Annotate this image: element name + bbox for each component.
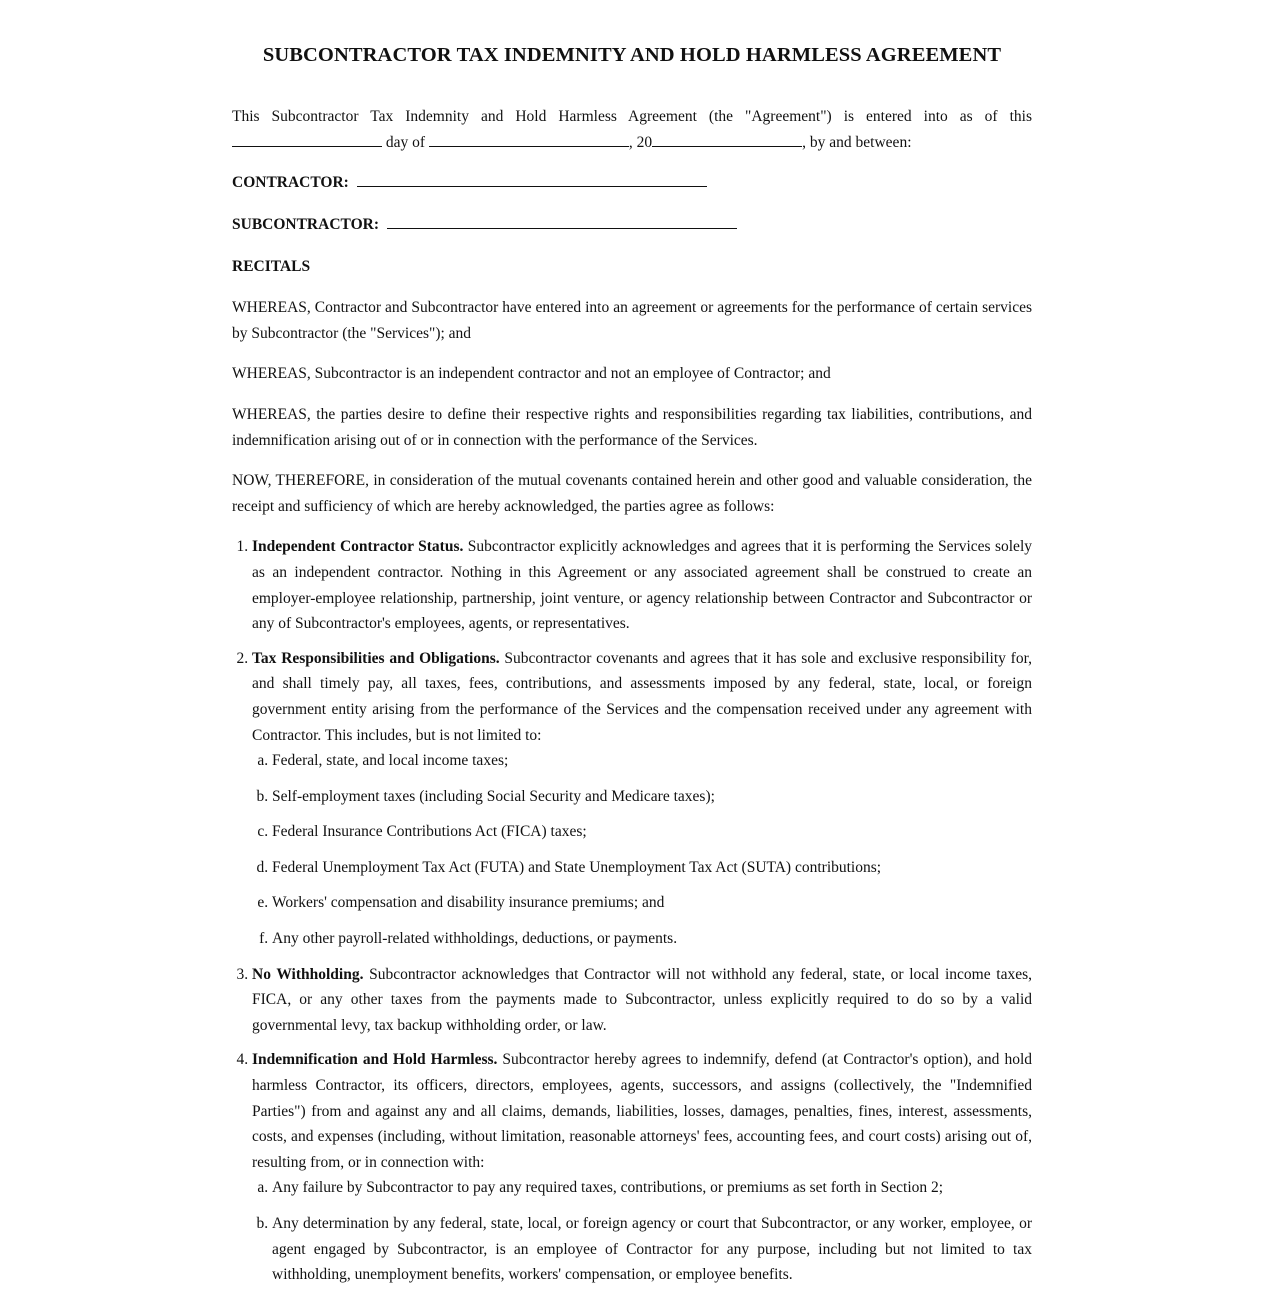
whereas-1: WHEREAS, Contractor and Subcontractor have entered into an agreement or agreements for the performance of certain services by Subcontractor (the "Services"); and <box>232 299 1032 342</box>
subcontractor-line <box>232 212 1032 238</box>
section-4-items <box>252 1175 1032 1287</box>
list-item: d. Federal Unemployment Tax Act (FUTA) and State Unemployment Tax Act (SUTA) contributions; <box>272 855 1032 881</box>
section-heading: Independent Contractor Status. <box>252 538 464 556</box>
now-therefore: NOW, THEREFORE, in consideration of the mutual covenants contained herein and other good and valuable consideration, the receipt and sufficiency of which are hereby acknowledged, the parties agree as follows: <box>232 472 1032 515</box>
intro-text: This Subcontractor Tax Indemnity and Hold Harmless Agreement (the "Agreement") is entered into as of this <box>232 108 1032 125</box>
day-blank[interactable] <box>232 132 382 147</box>
section-3 <box>252 962 1032 1039</box>
list-item: f. Any other payroll-related withholdings, deductions, or payments. <box>272 926 1032 952</box>
list-item: b. Self-employment taxes (including Social Security and Medicare taxes); <box>272 784 1032 810</box>
section-2-items <box>252 748 1032 952</box>
section-1 <box>252 534 1032 636</box>
year-blank[interactable] <box>652 132 802 147</box>
whereas-3: WHEREAS, the parties desire to define their respective rights and responsibilities regarding tax liabilities, contributions, and indemnification arising out of or in connection with the performance of the Services. <box>232 405 1032 449</box>
list-item: a. Any failure by Subcontractor to pay any required taxes, contributions, or premiums as set forth in Section 2; <box>272 1175 1032 1201</box>
whereas-2: WHEREAS, Subcontractor is an independent contractor and not an employee of Contractor; and <box>232 365 831 383</box>
section-4 <box>252 1047 1032 1287</box>
section-heading: No Withholding. <box>252 965 364 983</box>
list-item: b. Any determination by any federal, state, local, or foreign agency or court that Subcontractor, or any worker, employee, or agent engaged by Subcontractor, is an employee of Contractor for any purpose, including but not limited to tax withholding, unemployment benefits, workers' compensation, or employee benefits. <box>272 1211 1032 1288</box>
contractor-blank[interactable] <box>357 172 707 187</box>
sections-list <box>232 534 1032 1287</box>
document-title: SUBCONTRACTOR TAX INDEMNITY AND HOLD HARMLESS AGREEMENT <box>262 44 1002 66</box>
list-item: e. Workers' compensation and disability insurance premiums; and <box>272 890 1032 916</box>
intro-paragraph <box>232 104 1032 155</box>
section-2 <box>252 646 1032 952</box>
section-body: Subcontractor covenants and agrees that it has sole and exclusive responsibility for, and shall timely pay, all taxes, fees, contributions, and assessments imposed by any federal, state, local, or foreign government entity arising from the performance of the Services and the compensation received under any agreement with Contractor. This includes, but is not limited to: <box>252 649 1033 744</box>
list-item: c. Federal Insurance Contributions Act (FICA) taxes; <box>272 819 1032 845</box>
document-body <box>232 104 1032 1298</box>
day-of-text: day of <box>385 133 426 151</box>
recitals-heading: RECITALS <box>232 258 311 276</box>
section-body: Subcontractor hereby agrees to indemnify, defend (at Contractor's option), and hold harmless Contractor, its officers, directors, employees, agents, successors, and assigns (collectively, the "Indemnified Parties") from and against any and all claims, demands, liabilities, losses, damages, penalties, fines, interest, assessments, costs, and expenses (including, without limitation, reasonable attorneys' fees, accounting fees, and court costs) arising out of, resulting from, or in connection with: <box>252 1051 1032 1171</box>
month-blank[interactable] <box>429 132 629 147</box>
contractor-line <box>232 170 1032 196</box>
list-item: a. Federal, state, and local income taxes; <box>272 748 1032 774</box>
subcontractor-label: SUBCONTRACTOR: <box>232 216 379 234</box>
section-body: Subcontractor acknowledges that Contractor will not withhold any federal, state, or local income taxes, FICA, or any other taxes from the payments made to Subcontractor, unless explicitly required to do so by a valid governmental levy, tax backup withholding order, or law. <box>252 965 1032 1034</box>
section-body: Subcontractor explicitly acknowledges and agrees that it is performing the Services solely as an independent contractor. Nothing in this Agreement or any associated agreement shall be construed to create an employer-employee relationship, partnership, joint venture, or agency relationship between Contractor and Subcontractor or any of Subcontractor's employees, agents, or representatives. <box>252 538 1032 633</box>
by-and-between-text: , by and between: <box>802 133 912 151</box>
section-heading: Indemnification and Hold Harmless. <box>252 1051 498 1069</box>
comma-20-text: , 20 <box>628 133 653 151</box>
subcontractor-blank[interactable] <box>387 214 737 229</box>
section-heading: Tax Responsibilities and Obligations. <box>252 649 500 667</box>
contractor-label: CONTRACTOR: <box>232 174 349 192</box>
